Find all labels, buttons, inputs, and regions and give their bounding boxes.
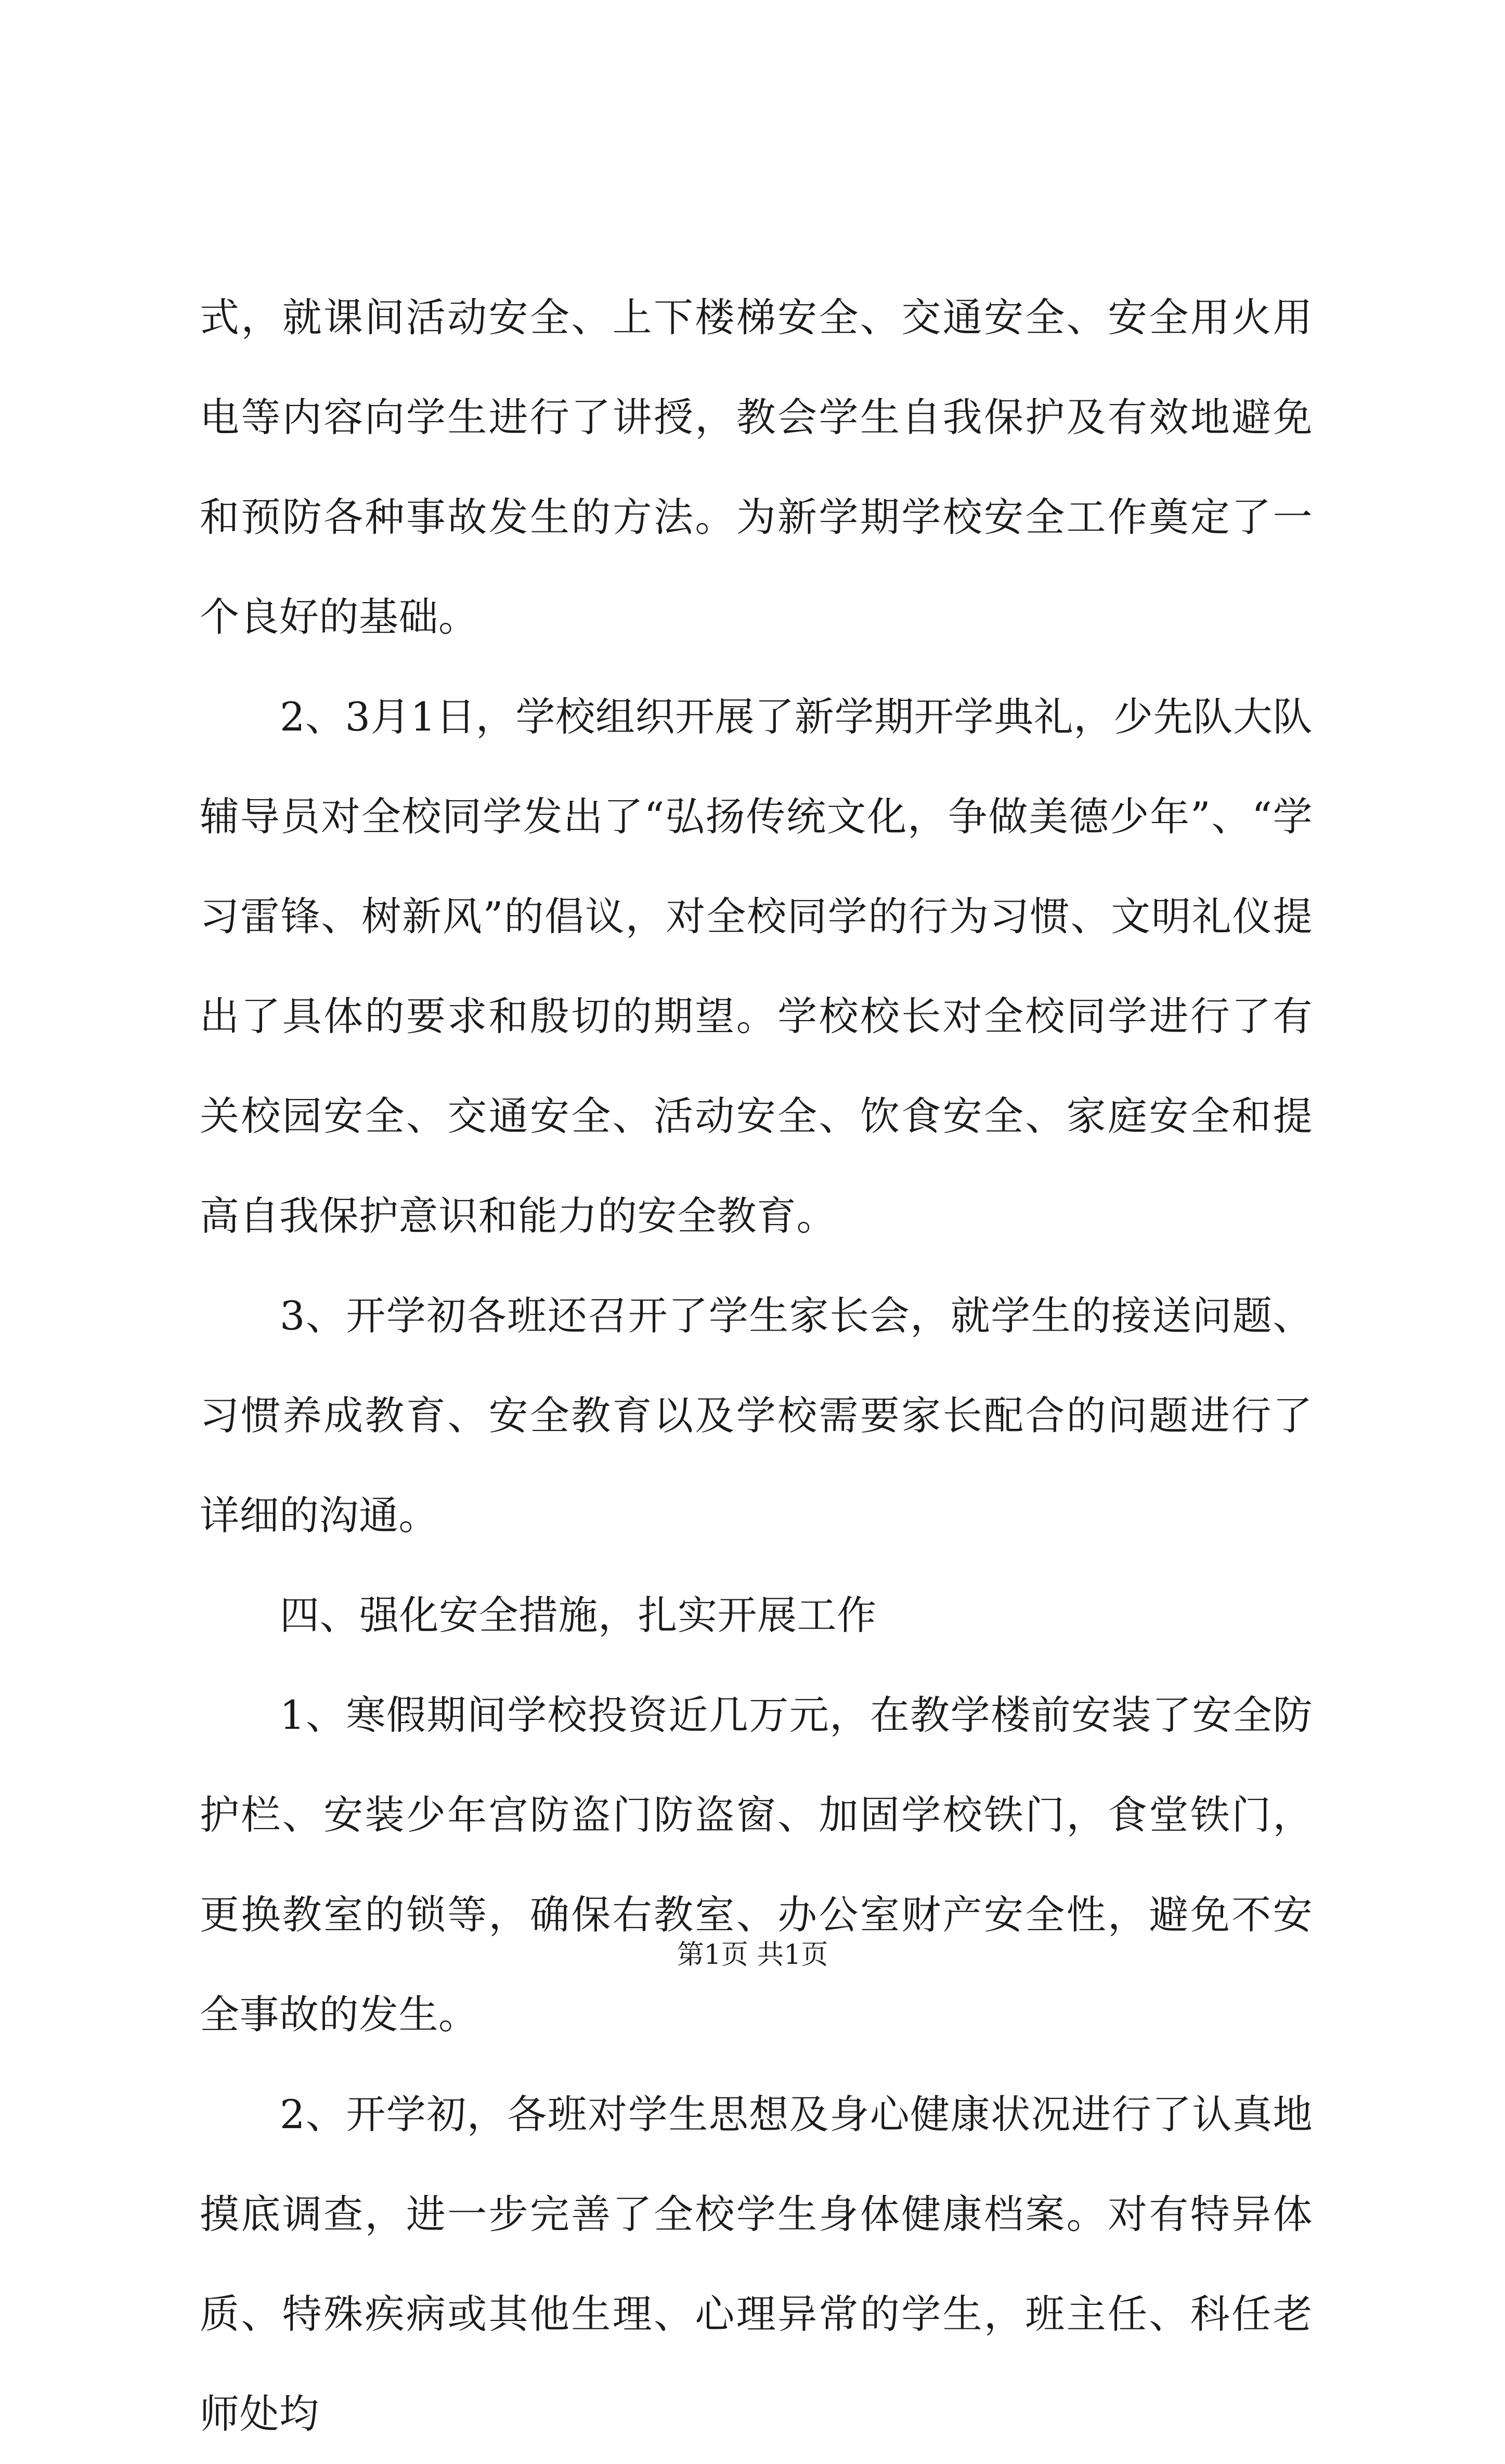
- paragraph-health-survey: 2、开学初，各班对学生思想及身心健康状况进行了认真地摸底调查，进一步完善了全校学生身体健康档案。对有特异体质、特殊疾病或其他生理、心理异常的学生，班主任、科任老师处均: [200, 2091, 1313, 2437]
- paragraph-continued-lesson: 式，就课间活动安全、上下楼梯安全、交通安全、安全用火用电等内容向学生进行了讲授，教会学生自我保护及有效地避免和预防各种事故发生的方法。为新学期学校安全工作奠定了一个良好的基础。: [200, 294, 1313, 640]
- paragraph-opening-ceremony: 2、3月1日，学校组织开展了新学期开学典礼，少先队大队辅导员对全校同学发出了“弘扬传统文化，争做美德少年”、“学习雷锋、树新风”的倡议，对全校同学的行为习惯、文明礼仪提出了具体的要求和殷切的期望。学校校长对全校同学进行了有关校园安全、交通安全、活动安全、饮食安全、家庭安全和提高自我保护意识和能力的安全教育。: [200, 694, 1313, 1239]
- paragraph-facility-investment: 1、寒假期间学校投资近几万元，在教学楼前安装了安全防护栏、安装少年宫防盗门防盗窗、加固学校铁门，食堂铁门，更换教室的锁等，确保右教室、办公室财产安全性，避免不安全事故的发生。: [200, 1692, 1313, 2038]
- page-footer: 第1页 共1页: [677, 1939, 828, 1971]
- document-body: [200, 268, 1313, 2464]
- section-heading-safety-measures: 四、强化安全措施，扎实开展工作: [280, 1592, 877, 1638]
- paragraph-parent-meeting: 3、开学初各班还召开了学生家长会，就学生的接送问题、习惯养成教育、安全教育以及学校需要家长配合的问题进行了详细的沟通。: [200, 1293, 1313, 1539]
